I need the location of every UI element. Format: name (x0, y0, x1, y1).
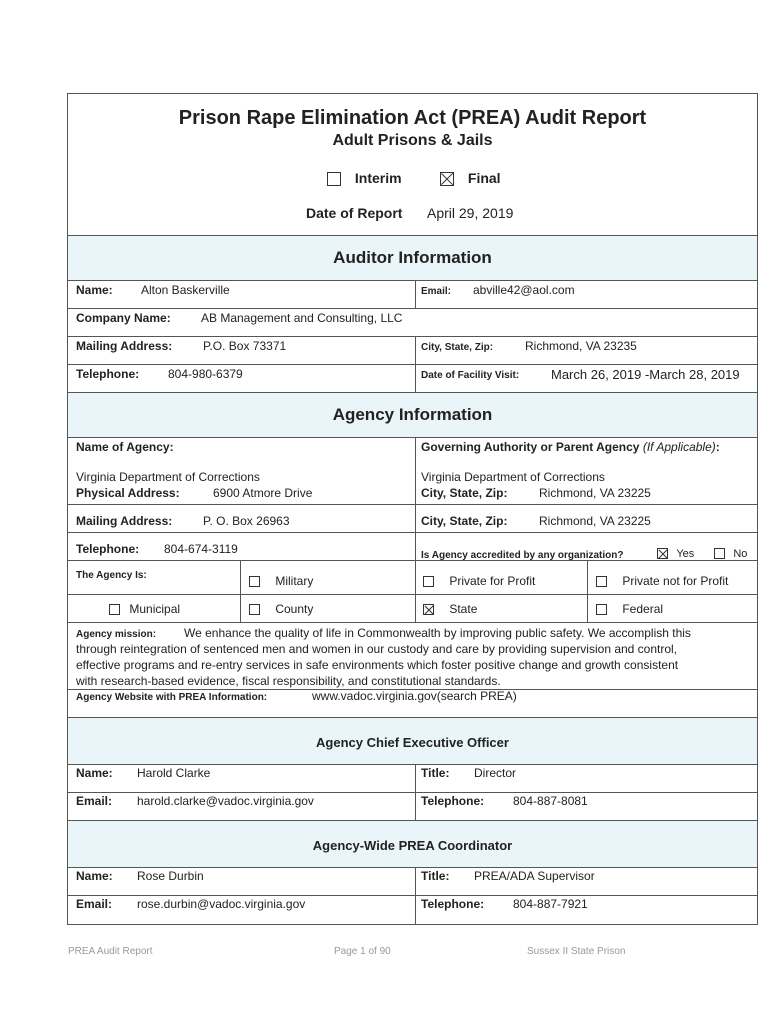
date-value: April 29, 2019 (427, 205, 514, 221)
interim-label: Interim (354, 170, 402, 186)
type-private-profit[interactable] (423, 574, 535, 588)
auditor-company-value: AB Management and Consulting, LLC (201, 311, 403, 325)
type-private-nonprofit-label: Private not for Profit (622, 574, 729, 588)
coordinator-phone-value: 804-887-7921 (513, 897, 588, 911)
agency-section-title: Agency Information (332, 405, 493, 424)
ceo-email-value[interactable]: harold.clarke@vadoc.virginia.gov (137, 794, 314, 808)
auditor-email-value: abville42@aol.com (473, 283, 575, 297)
auditor-phone-label: Telephone: (76, 367, 140, 381)
final-option[interactable] (440, 170, 501, 186)
type-federal[interactable] (596, 602, 663, 616)
agency-mailing-value: P. O. Box 26963 (203, 514, 290, 528)
accredited-no-checkbox[interactable] (714, 548, 725, 559)
agency-parent-label-italic: (If Applicable) (642, 440, 716, 454)
type-private-nonprofit-checkbox[interactable] (596, 576, 607, 587)
footer-left: PREA Audit Report (68, 946, 153, 957)
ceo-section-title: Agency Chief Executive Officer (316, 735, 509, 750)
auditor-name-value: Alton Baskerville (141, 283, 230, 297)
report-form (67, 93, 758, 925)
auditor-section-title: Auditor Information (333, 248, 492, 267)
report-title: Prison Rape Elimination Act (PREA) Audit Report (178, 107, 647, 129)
ceo-email-label: Email: (76, 794, 113, 808)
auditor-company-label: Company Name: (76, 311, 171, 325)
date-label: Date of Report (306, 205, 403, 221)
type-private-nonprofit[interactable] (596, 574, 728, 588)
type-private-profit-checkbox[interactable] (423, 576, 434, 587)
mission-line-1: We enhance the quality of life in Commonwealth by improving public safety. We accomplish this (184, 626, 691, 640)
agency-mailing-city-label: City, State, Zip: (421, 514, 508, 528)
auditor-visit-value: March 26, 2019 -March 28, 2019 (551, 367, 740, 382)
auditor-mailing-value: P.O. Box 73371 (203, 339, 287, 353)
mission-line-4: with research-based evidence, fiscal responsibility, and constitutional standards. (76, 674, 501, 688)
type-military[interactable] (249, 574, 313, 588)
ceo-phone-label: Telephone: (421, 794, 485, 808)
accredited-no-option[interactable] (714, 546, 747, 560)
accredited-yes-checkbox[interactable] (657, 548, 668, 559)
type-private-profit-label: Private for Profit (449, 574, 536, 588)
website-label: Agency Website with PREA Information: (76, 692, 268, 703)
type-state[interactable] (423, 602, 477, 616)
agency-mailing-city-value: Richmond, VA 23225 (539, 514, 651, 528)
type-municipal-label: Municipal (129, 602, 181, 616)
type-county[interactable] (249, 602, 313, 616)
auditor-city-value: Richmond, VA 23235 (525, 339, 637, 353)
auditor-phone-value: 804-980-6379 (168, 367, 243, 381)
type-state-label: State (449, 602, 478, 616)
agency-physical-city-label: City, State, Zip: (421, 486, 508, 500)
auditor-mailing-label: Mailing Address: (76, 339, 173, 353)
coordinator-phone-label: Telephone: (421, 897, 485, 911)
type-state-checkbox[interactable] (423, 604, 434, 615)
ceo-title-value: Director (474, 766, 517, 780)
accredited-label: Is Agency accredited by any organization? (421, 550, 624, 561)
coordinator-title-value: PREA/ADA Supervisor (474, 869, 595, 883)
mission-label: Agency mission: (76, 629, 157, 640)
ceo-phone-value: 804-887-8081 (513, 794, 588, 808)
agency-parent-label: Governing Authority or Parent Agency (421, 440, 640, 454)
agency-physical-label: Physical Address: (76, 486, 180, 500)
website-value[interactable]: www.vadoc.virginia.gov(search PREA) (312, 689, 517, 703)
auditor-name-label: Name: (76, 283, 113, 297)
type-federal-label: Federal (622, 602, 664, 616)
type-county-checkbox[interactable] (249, 604, 260, 615)
type-federal-checkbox[interactable] (596, 604, 607, 615)
accredited-no-label: No (733, 548, 748, 560)
ceo-name-label: Name: (76, 766, 113, 780)
ceo-title-label: Title: (421, 766, 450, 780)
agency-physical-city-value: Richmond, VA 23225 (539, 486, 651, 500)
type-military-checkbox[interactable] (249, 576, 260, 587)
coordinator-name-value: Rose Durbin (137, 869, 204, 883)
coordinator-section-title: Agency-Wide PREA Coordinator (312, 838, 513, 853)
auditor-city-label: City, State, Zip: (421, 342, 494, 353)
ceo-name-value: Harold Clarke (137, 766, 211, 780)
agency-phone-value: 804-674-3119 (164, 542, 238, 556)
final-label: Final (467, 170, 501, 186)
auditor-visit-label: Date of Facility Visit: (421, 370, 520, 381)
coordinator-email-label: Email: (76, 897, 113, 911)
interim-option[interactable] (327, 170, 402, 186)
agency-parent-value: Virginia Department of Corrections (421, 470, 605, 484)
footer-right: Sussex II State Prison (527, 946, 626, 957)
agency-name-value: Virginia Department of Corrections (76, 470, 260, 484)
agency-mailing-label: Mailing Address: (76, 514, 173, 528)
accredited-yes-label: Yes (676, 548, 695, 560)
agency-physical-value: 6900 Atmore Drive (213, 486, 313, 500)
mission-line-3: effective programs and re-entry services in safe environments which foster positive change and growth consistent (76, 658, 679, 672)
agency-parent-label-wrap: Governing Authority or Parent Agency (If Applicable): (421, 440, 720, 454)
agency-type-label: The Agency Is: (76, 570, 147, 581)
type-municipal[interactable] (109, 602, 180, 616)
type-municipal-checkbox[interactable] (109, 604, 120, 615)
mission-line-2: through reintegration of sentenced men and women in our custody and care by providing supervision and control, (76, 642, 678, 656)
accredited-yes-option[interactable] (657, 546, 694, 560)
interim-checkbox[interactable] (327, 172, 341, 186)
agency-name-label: Name of Agency: (76, 440, 174, 454)
type-county-label: County (275, 602, 314, 616)
type-military-label: Military (275, 574, 314, 588)
coordinator-title-label: Title: (421, 869, 450, 883)
footer-page-number: Page 1 of 90 (334, 946, 391, 957)
report-subtitle: Adult Prisons & Jails (332, 132, 493, 149)
agency-phone-label: Telephone: (76, 542, 140, 556)
coordinator-name-label: Name: (76, 869, 113, 883)
final-checkbox[interactable] (440, 172, 454, 186)
auditor-email-label: Email: (421, 286, 452, 297)
coordinator-email-value[interactable]: rose.durbin@vadoc.virginia.gov (137, 897, 306, 911)
